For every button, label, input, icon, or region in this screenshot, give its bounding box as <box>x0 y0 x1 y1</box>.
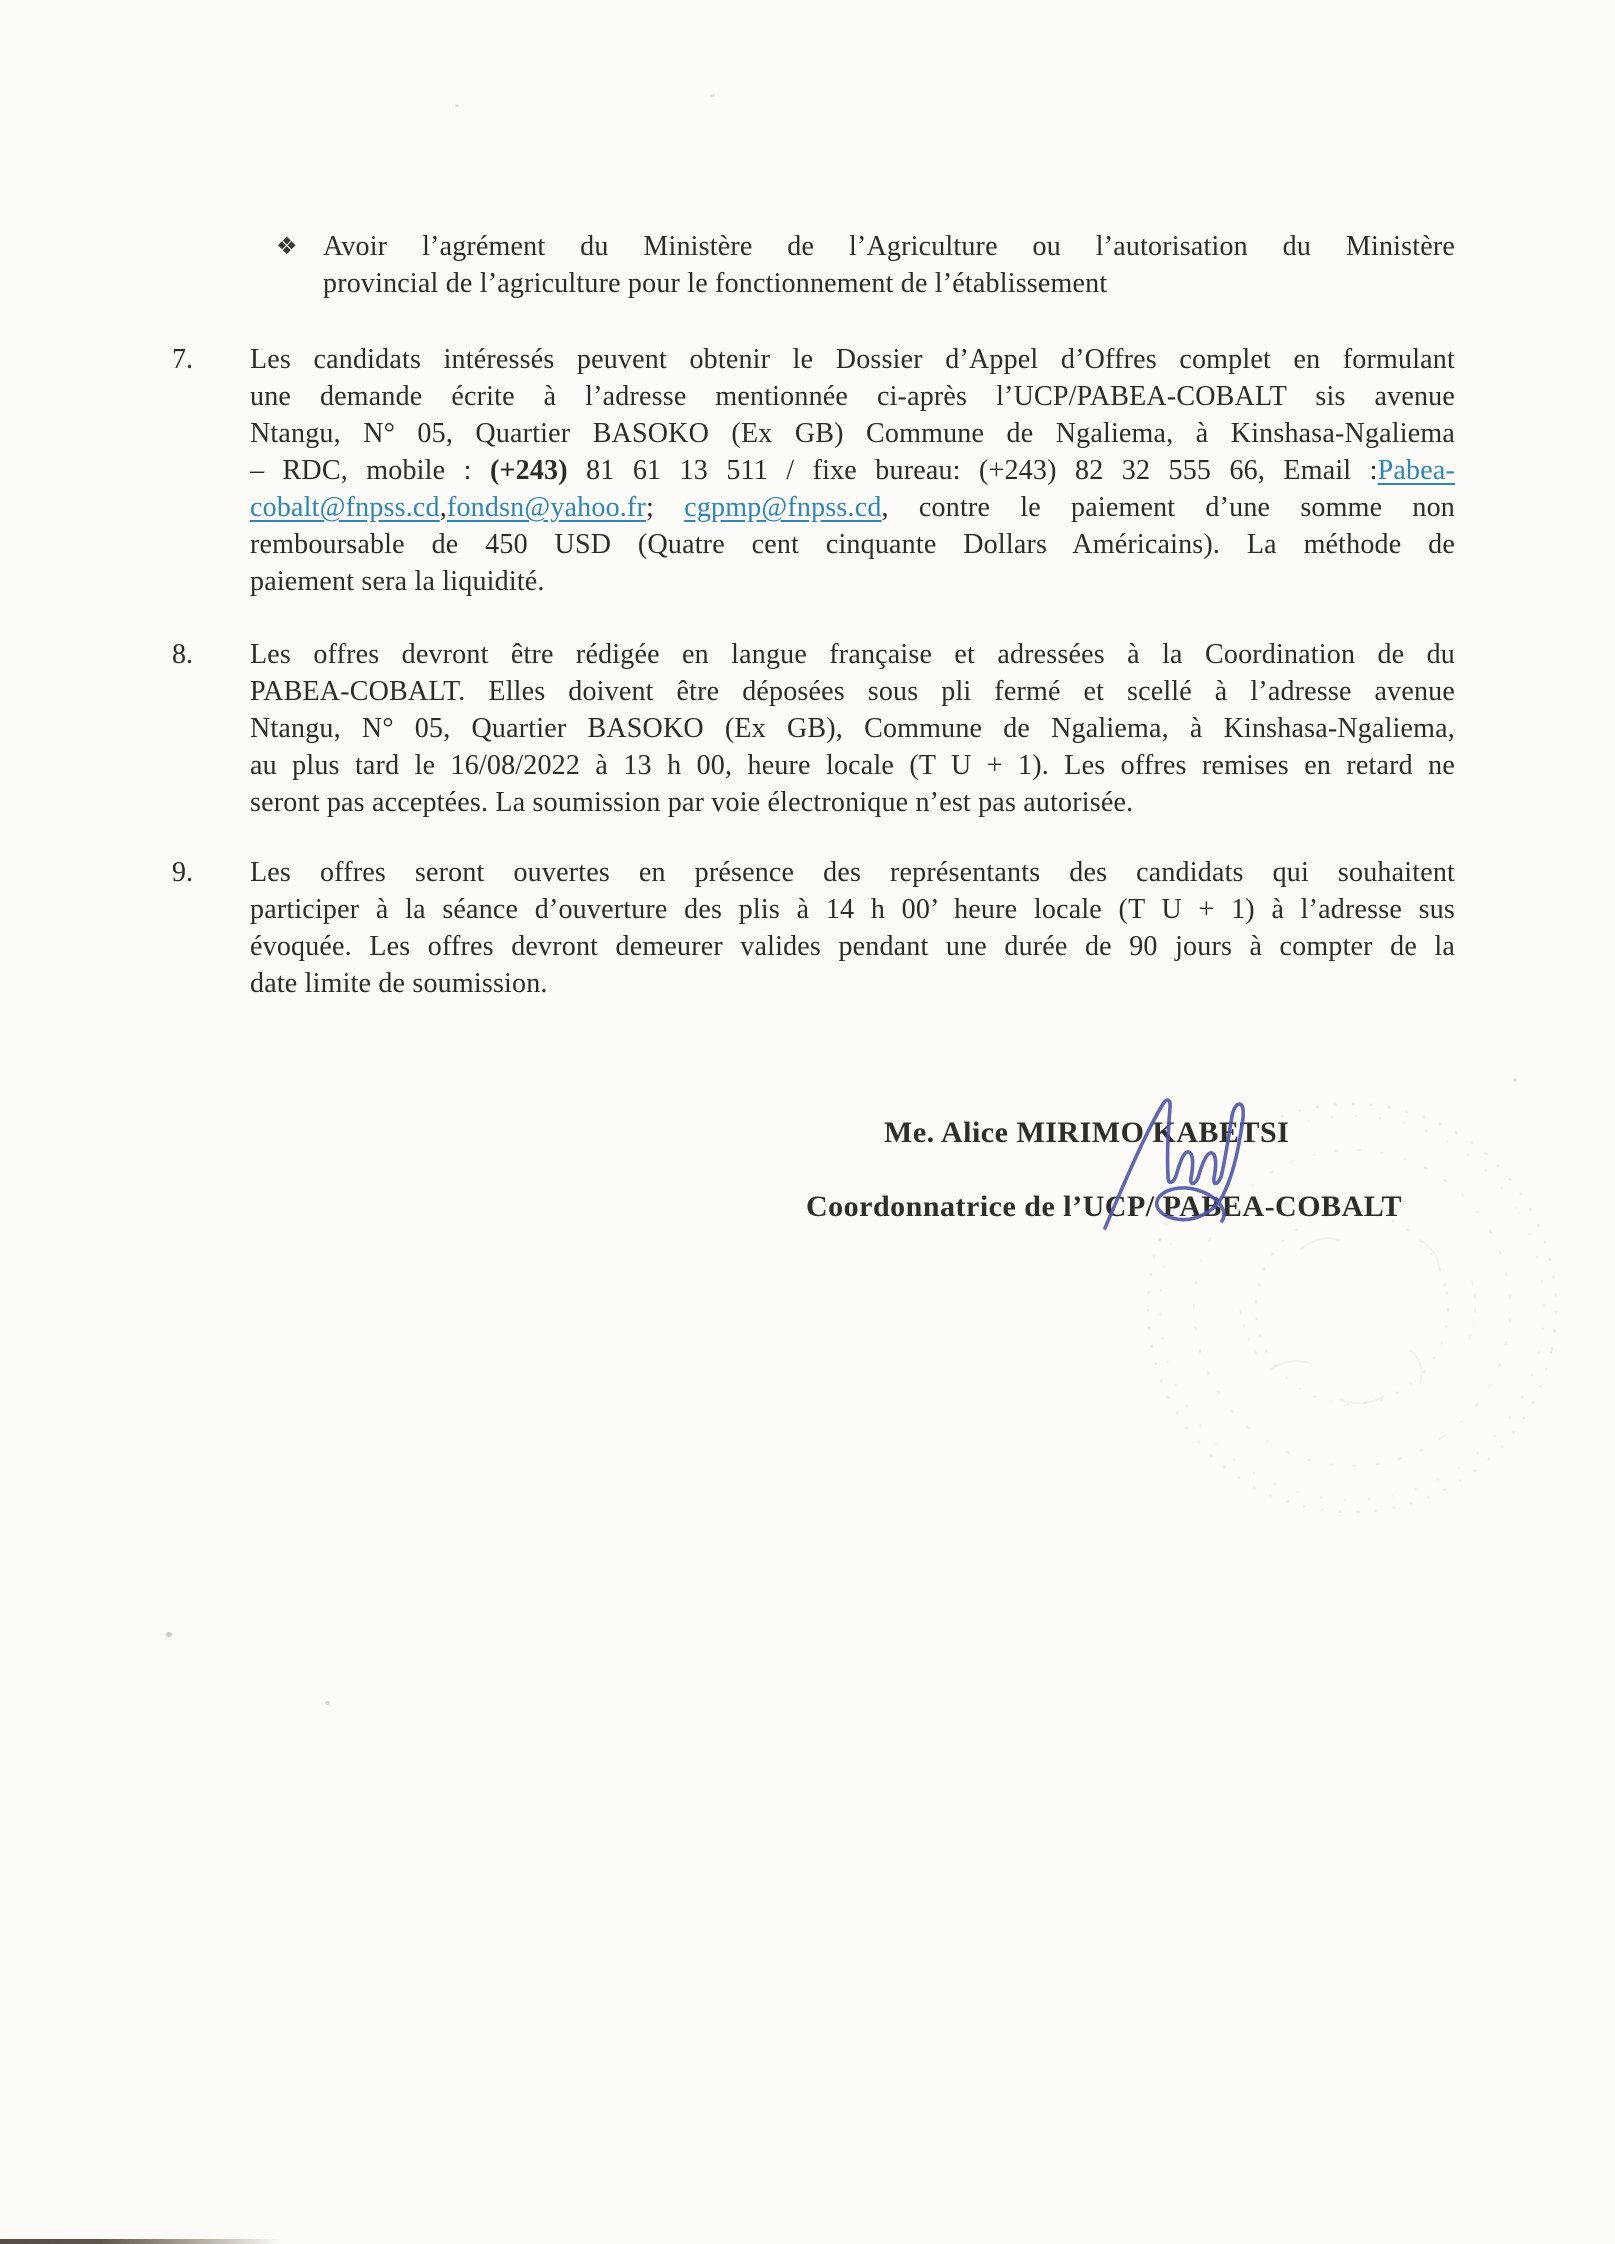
text-run: Les offres seront ouvertes en présence des représentants des candidats qui souhaitent <box>250 857 1455 888</box>
email-link[interactable]: fondsn@yahoo.fr <box>446 492 647 523</box>
text-line <box>250 710 1455 747</box>
scan-speck <box>325 1701 330 1705</box>
item-9-text <box>250 854 1455 1002</box>
email-link[interactable]: Pabea- <box>1377 455 1455 486</box>
diamond-bullet-icon: ❖ <box>276 232 298 260</box>
scan-speck <box>166 1632 172 1637</box>
item-number: 7. <box>172 344 193 375</box>
text-run: (+243) <box>489 455 568 486</box>
text-run: Les offres devront être rédigée en langue française et adressées à la Coordination de du <box>250 639 1455 670</box>
text-line <box>250 854 1455 891</box>
text-run: Ntangu, N° 05, Quartier BASOKO (Ex GB) Commune de Ngaliema, à Kinshasa-Ngaliema <box>250 418 1455 449</box>
text-line <box>250 452 1455 489</box>
text-line <box>250 526 1455 563</box>
text-line <box>250 341 1455 378</box>
text-line <box>250 891 1455 928</box>
text-line <box>250 415 1455 452</box>
text-run: ; <box>646 492 685 523</box>
text-run: provincial de l’agriculture pour le fonctionnement de l’établissement <box>323 268 1108 299</box>
scan-edge-artifact <box>0 2239 400 2244</box>
item-number: 9. <box>172 857 193 888</box>
text-run: Ntangu, N° 05, Quartier BASOKO (Ex GB), Commune de Ngaliema, à Kinshasa-Ngaliema, <box>250 713 1455 744</box>
text-run: une demande écrite à l’adresse mentionnée ci-après l’UCP/PABEA-COBALT sis avenue <box>250 381 1455 412</box>
bullet-item-text <box>323 228 1455 302</box>
text-line <box>250 636 1455 673</box>
text-run: Les candidats intéressés peuvent obtenir le Dossier d’Appel d’Offres complet en formulant <box>250 344 1455 375</box>
text-run: remboursable de 450 USD (Quatre cent cinquante Dollars Américains). La méthode de <box>250 529 1455 560</box>
text-line <box>250 563 1455 600</box>
text-run: paiement sera la liquidité. <box>250 566 545 597</box>
text-run: – RDC, mobile : <box>250 455 490 486</box>
signatory-title: Coordonnatrice de l’UCP/ PABEA-COBALT <box>806 1190 1402 1223</box>
text-line <box>250 747 1455 784</box>
signatory-name: Me. Alice MIRIMO KABETSI <box>884 1116 1290 1149</box>
text-run: date limite de soumission. <box>250 968 548 999</box>
item-8-text <box>250 636 1455 821</box>
text-line <box>250 965 1455 1002</box>
text-line <box>250 489 1455 526</box>
text-line <box>250 928 1455 965</box>
text-run: PABEA-COBALT. Elles doivent être déposées sous pli fermé et scellé à l’adresse avenue <box>250 676 1455 707</box>
item-7-text <box>250 341 1455 600</box>
scan-speck <box>455 104 459 107</box>
email-link[interactable]: cobalt@fnpss.cd <box>250 492 440 523</box>
text-line <box>323 265 1455 302</box>
text-run: évoquée. Les offres devront demeurer valides pendant une durée de 90 jours à compter de la <box>250 931 1455 962</box>
text-run: participer à la séance d’ouverture des plis à 14 h 00’ heure locale (T U + 1) à l’adresse sus <box>250 894 1455 925</box>
text-run: seront pas acceptées. La soumission par voie électronique n’est pas autorisée. <box>250 787 1134 818</box>
text-run: au plus tard le 16/08/2022 à 13 h 00, heure locale (T U + 1). Les offres remises en retard ne <box>250 750 1455 781</box>
text-run: , <box>439 492 447 523</box>
text-line <box>250 784 1455 821</box>
text-run: Avoir l’agrément du Ministère de l’Agriculture ou l’autorisation du Ministère <box>323 231 1455 262</box>
text-line <box>250 673 1455 710</box>
text-line <box>250 378 1455 415</box>
handwritten-signature <box>1090 1088 1260 1243</box>
email-link[interactable]: cgpmp@fnpss.cd <box>684 492 882 523</box>
text-run: 81 61 13 511 / fixe bureau: (+243) 82 32 555 66, Email : <box>567 455 1378 486</box>
scan-speck <box>710 94 715 97</box>
scan-speck <box>1513 1078 1517 1082</box>
item-number: 8. <box>172 639 193 670</box>
text-run: , contre le paiement d’une somme non <box>881 492 1455 523</box>
text-line <box>323 228 1455 265</box>
